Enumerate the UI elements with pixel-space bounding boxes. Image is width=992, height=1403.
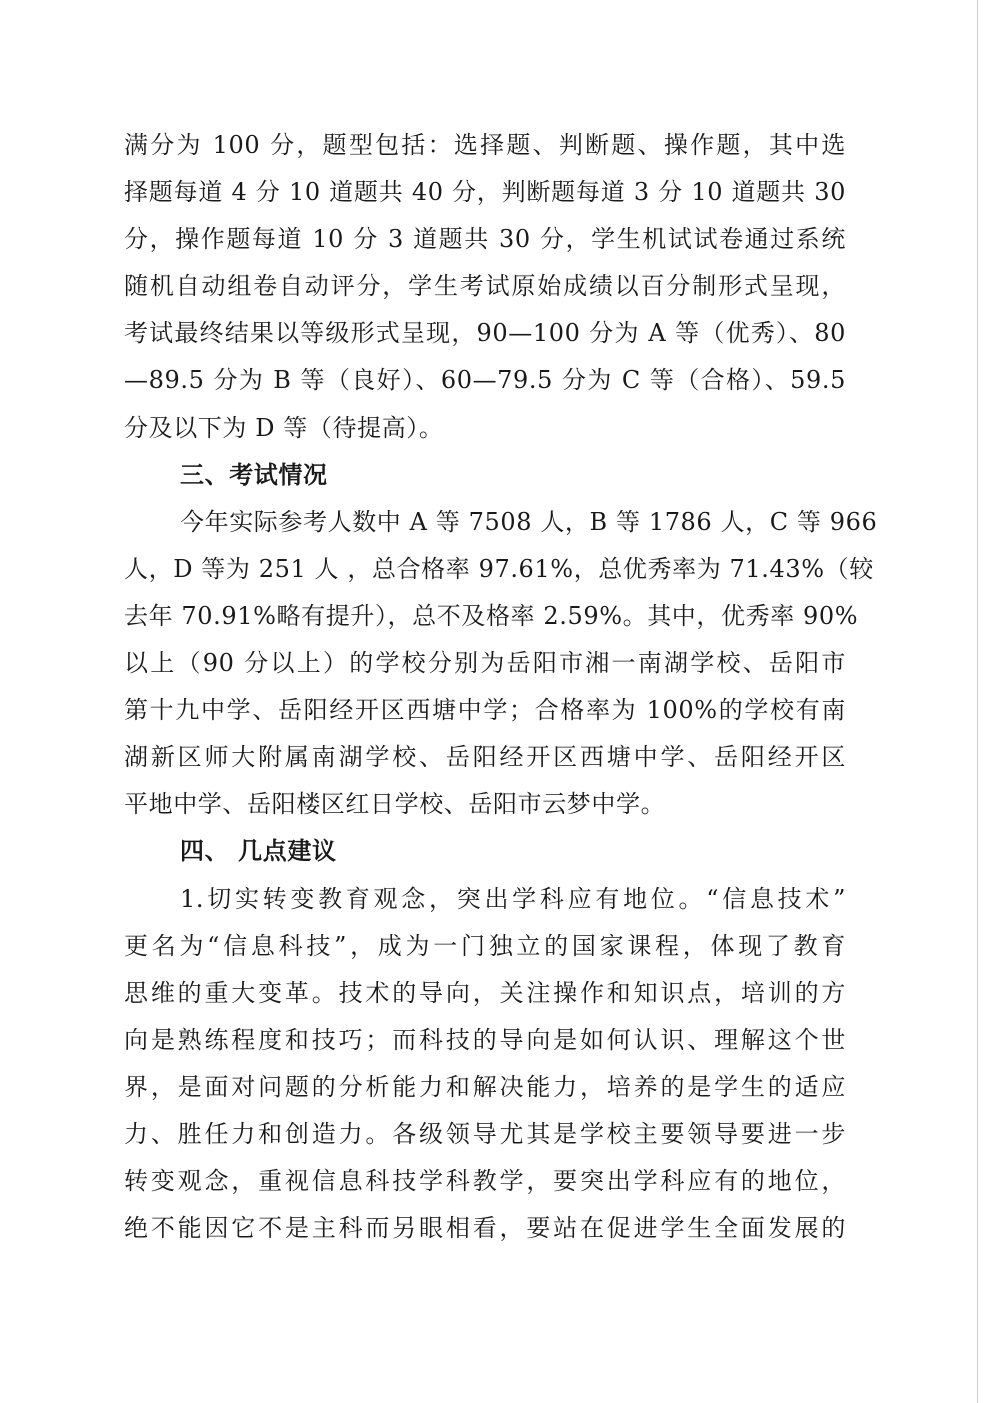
paragraph-line: 以上（90 分以上）的学校分别为岳阳市湘一南湖学校、岳阳市 (124, 649, 846, 678)
paragraph-first-line: 今年实际参考人数中 A 等 7508 人，B 等 1786 人，C 等 966 (180, 507, 878, 536)
page-edge-line (977, 0, 978, 1403)
paragraph-line: 向是熟练程度和技巧；而科技的导向是如何认识、理解这个世 (124, 1025, 846, 1054)
paragraph-line: 满分为 100 分，题型包括：选择题、判断题、操作题，其中选 (124, 131, 846, 159)
paragraph-line: 力、胜任力和创造力。各级领导尤其是学校主要领导要进一步 (124, 1119, 846, 1148)
paragraph-line: —89.5 分为 B 等（良好）、60—79.5 分为 C 等（合格）、59.5 (124, 366, 846, 395)
paragraph-line: 第十九中学、岳阳经开区西塘中学；合格率为 100%的学校有南 (124, 696, 846, 725)
paragraph-line: 湖新区师大附属南湖学校、岳阳经开区西塘中学、岳阳经开区 (124, 743, 846, 772)
section-heading: 三、考试情况 (180, 460, 328, 489)
paragraph-line: 分，操作题每道 10 分 3 道题共 30 分，学生机试试卷通过系统 (124, 225, 846, 254)
paragraph-line: 更名为“信息科技”，成为一门独立的国家课程，体现了教育 (124, 931, 846, 960)
section-heading: 四、 几点建议 (180, 837, 337, 866)
paragraph-line: 界，是面对问题的分析能力和解决能力，培养的是学生的适应 (124, 1072, 846, 1101)
paragraph-line: 人，D 等为 251 人 ，总合格率 97.61%，总优秀率为 71.43%（较 (124, 554, 874, 583)
paragraph-line: 绝不能因它不是主科而另眼相看，要站在促进学生全面发展的 (124, 1214, 846, 1243)
paragraph-line: 考试最终结果以等级形式呈现，90—100 分为 A 等（优秀）、80 (124, 319, 846, 348)
paragraph-line: 分及以下为 D 等（待提高）。 (124, 413, 444, 442)
paragraph-line: 转变观念，重视信息科技学科教学，要突出学科应有的地位， (124, 1167, 846, 1196)
paragraph-line: 择题每道 4 分 10 道题共 40 分，判断题每道 3 分 10 道题共 30 (124, 178, 846, 207)
paragraph-line: 思维的重大变革。技术的导向，关注操作和知识点，培训的方 (124, 978, 846, 1007)
paragraph-line: 去年 70.91%略有提升），总不及格率 2.59%。其中，优秀率 90% (124, 601, 859, 630)
paragraph-first-line: 1.切实转变教育观念，突出学科应有地位。“信息技术” (180, 884, 846, 913)
document-body (124, 122, 878, 1252)
paragraph-line: 平地中学、岳阳楼区红日学校、岳阳市云梦中学。 (124, 790, 666, 819)
paragraph-line: 随机自动组卷自动评分，学生考试原始成绩以百分制形式呈现， (124, 272, 846, 301)
